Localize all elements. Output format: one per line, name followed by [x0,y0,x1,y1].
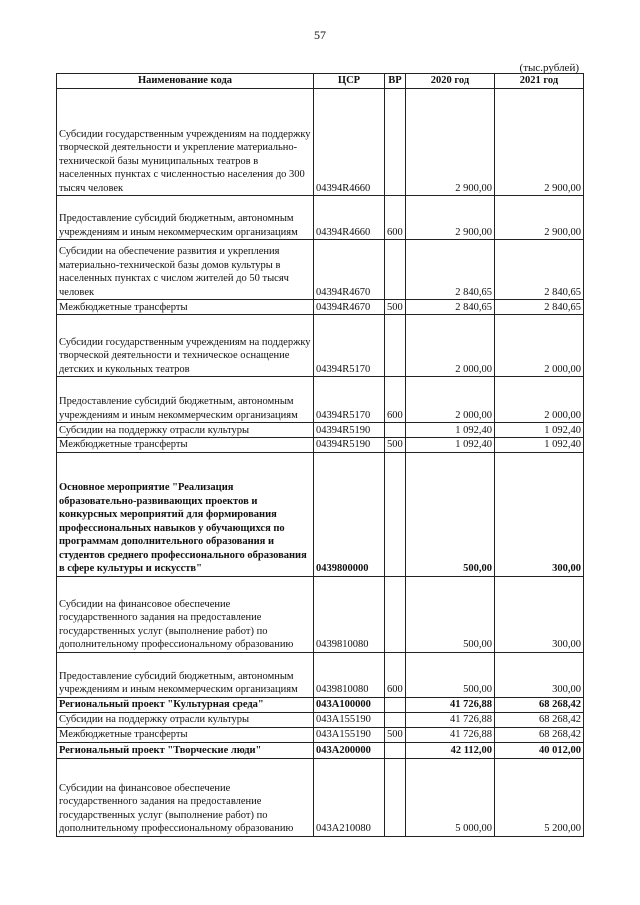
budget-table [56,73,584,837]
row-vr: 500 [385,727,406,742]
row-name: Региональный проект "Культурная среда" [57,697,314,712]
row-value-2021: 40 012,00 [495,742,584,758]
row-value-2021: 1 092,40 [495,423,584,438]
row-vr: 500 [385,300,406,315]
table-row [57,300,584,315]
row-name: Субсидии на обеспечение развития и укрепления материально-технической базы домов культуры в населенных пунктах с числом жителей до 50 тысяч человек [57,240,314,300]
row-vr [385,742,406,758]
row-csr: 04394R4670 [314,300,385,315]
row-value-2020: 2 840,65 [406,300,495,315]
row-vr [385,697,406,712]
row-csr: 043A155190 [314,727,385,742]
row-value-2020: 2 900,00 [406,89,495,196]
row-vr [385,423,406,438]
header-vr: ВР [385,74,406,89]
header-csr: ЦСР [314,74,385,89]
row-value-2021: 68 268,42 [495,697,584,712]
row-value-2020: 2 840,65 [406,240,495,300]
row-value-2020: 500,00 [406,452,495,576]
row-value-2020: 5 000,00 [406,758,495,836]
table-row [57,576,584,652]
table-row [57,89,584,196]
row-name: Субсидии государственным учреждениям на поддержку творческой деятельности и укрепление материально-технической базы муниципальных театров в населенных пунктах с численностью населения до 300 тысяч человек [57,89,314,196]
row-vr [385,315,406,377]
table-row [57,712,584,727]
row-value-2020: 1 092,40 [406,423,495,438]
row-name: Межбюджетные трансферты [57,300,314,315]
row-value-2021: 2 000,00 [495,377,584,423]
row-vr: 500 [385,438,406,453]
row-csr: 04394R5170 [314,377,385,423]
row-csr: 043A210080 [314,758,385,836]
row-vr: 600 [385,377,406,423]
header-2021: 2021 год [495,74,584,89]
row-vr [385,758,406,836]
row-value-2020: 500,00 [406,652,495,697]
row-csr: 043A155190 [314,712,385,727]
row-vr [385,576,406,652]
table-row [57,742,584,758]
row-value-2020: 2 000,00 [406,377,495,423]
row-name: Межбюджетные трансферты [57,727,314,742]
row-name: Субсидии на поддержку отрасли культуры [57,712,314,727]
row-value-2021: 68 268,42 [495,712,584,727]
row-csr: 04394R5190 [314,438,385,453]
row-csr: 04394R4660 [314,196,385,240]
page-number: 57 [314,28,326,42]
row-value-2021: 300,00 [495,576,584,652]
row-value-2021: 300,00 [495,652,584,697]
row-vr: 600 [385,196,406,240]
row-vr [385,712,406,727]
row-value-2021: 2 840,65 [495,240,584,300]
row-name: Региональный проект "Творческие люди" [57,742,314,758]
table-row [57,452,584,576]
row-value-2020: 500,00 [406,576,495,652]
row-value-2020: 2 900,00 [406,196,495,240]
row-csr: 04394R4660 [314,89,385,196]
row-value-2021: 1 092,40 [495,438,584,453]
table-row [57,652,584,697]
row-csr: 043A100000 [314,697,385,712]
row-value-2020: 42 112,00 [406,742,495,758]
row-value-2021: 300,00 [495,452,584,576]
row-vr: 600 [385,652,406,697]
row-name: Предоставление субсидий бюджетным, автономным учреждениям и иным некоммерческим организациям [57,652,314,697]
header-2020: 2020 год [406,74,495,89]
row-name: Предоставление субсидий бюджетным, автономным учреждениям и иным некоммерческим организациям [57,196,314,240]
row-name: Основное мероприятие "Реализация образовательно-развивающих проектов и конкурсных мероприятий для формирования профессиональных навыков у обучающихся по программам дополнительного образования и студентов среднего профессионального образования в сфере культуры и искусств" [57,452,314,576]
row-value-2020: 41 726,88 [406,727,495,742]
table-row [57,727,584,742]
row-csr: 04394R5190 [314,423,385,438]
row-name: Субсидии государственным учреждениям на поддержку творческой деятельности и техническое оснащение детских и кукольных театров [57,315,314,377]
row-name: Субсидии на финансовое обеспечение государственного задания на предоставление государственных услуг (выполнение работ) по дополнительному профессиональному образованию [57,758,314,836]
row-value-2021: 2 000,00 [495,315,584,377]
row-csr: 04394R5170 [314,315,385,377]
row-name: Межбюджетные трансферты [57,438,314,453]
row-value-2020: 2 000,00 [406,315,495,377]
table-row [57,758,584,836]
table-row [57,438,584,453]
row-vr [385,452,406,576]
header-name: Наименование кода [57,74,314,89]
row-vr [385,89,406,196]
row-name: Субсидии на финансовое обеспечение государственного задания на предоставление государственных услуг (выполнение работ) по дополнительному профессиональному образованию [57,576,314,652]
row-csr: 043A200000 [314,742,385,758]
row-name: Предоставление субсидий бюджетным, автономным учреждениям и иным некоммерческим организациям [57,377,314,423]
row-value-2021: 5 200,00 [495,758,584,836]
table-row [57,377,584,423]
table-row [57,423,584,438]
row-name: Субсидии на поддержку отрасли культуры [57,423,314,438]
row-value-2021: 2 900,00 [495,196,584,240]
row-value-2021: 2 900,00 [495,89,584,196]
row-csr: 0439800000 [314,452,385,576]
table-header-row [57,74,584,89]
units-label: (тыс.рублей) [519,62,579,74]
row-value-2020: 1 092,40 [406,438,495,453]
row-csr: 04394R4670 [314,240,385,300]
table-row [57,240,584,300]
table-row [57,196,584,240]
row-csr: 0439810080 [314,576,385,652]
row-value-2020: 41 726,88 [406,697,495,712]
table-row [57,315,584,377]
table-row [57,697,584,712]
row-value-2021: 68 268,42 [495,727,584,742]
row-vr [385,240,406,300]
row-value-2020: 41 726,88 [406,712,495,727]
row-value-2021: 2 840,65 [495,300,584,315]
row-csr: 0439810080 [314,652,385,697]
